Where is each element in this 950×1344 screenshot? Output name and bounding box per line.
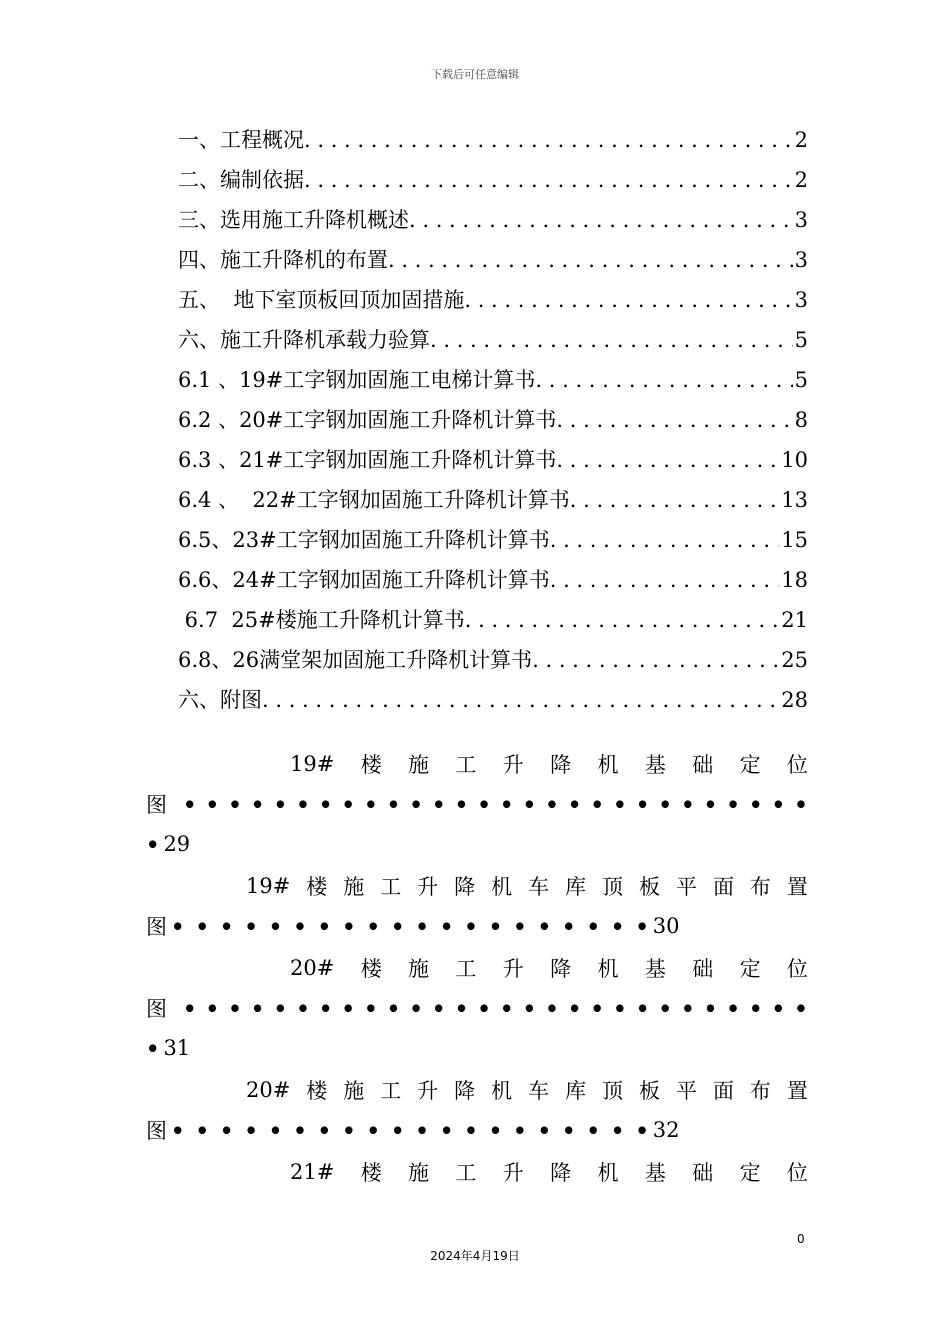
toc-label: 6.8、26满堂架加固施工升降机计算书 <box>178 648 533 672</box>
fig-char: 降 <box>454 1079 476 1103</box>
fig-char: 20# <box>290 956 335 980</box>
fig-char: 升 <box>502 1161 524 1185</box>
fig-char: 升 <box>417 875 439 899</box>
toc-page: 13 <box>781 488 808 512</box>
figure-page: 30 <box>652 914 680 938</box>
figure-entry-19-foundation[interactable] <box>146 744 808 864</box>
figure-title-line <box>146 948 808 988</box>
dot-leader <box>304 168 793 192</box>
page-number: 0 <box>797 1232 805 1246</box>
fig-char: 位 <box>786 1161 808 1185</box>
fig-char: 降 <box>550 1161 572 1185</box>
fig-char: 础 <box>692 957 714 981</box>
toc-page: 21 <box>781 608 808 632</box>
toc-entry[interactable] <box>178 684 808 724</box>
fig-char: 位 <box>786 957 808 981</box>
figure-leader-line <box>146 784 808 824</box>
toc-page: 15 <box>781 528 808 552</box>
dot-leader <box>430 328 793 352</box>
figure-leader-line <box>146 1110 808 1150</box>
fig-char: 降 <box>454 875 476 899</box>
figure-page: 31 <box>163 1036 191 1060</box>
figure-page: 32 <box>652 1118 680 1142</box>
fig-char: 车 <box>528 875 550 899</box>
toc-entry[interactable] <box>178 524 808 564</box>
toc-page: 2 <box>794 168 808 192</box>
toc-label: 六、施工升降机承载力验算 <box>178 328 430 352</box>
fig-char: 施 <box>408 957 430 981</box>
fig-char: 21# <box>290 1160 335 1184</box>
fig-char: 19# <box>246 874 291 898</box>
dot-leader: • • • • • • • • • • • • • • • • • • • • <box>171 1117 649 1143</box>
toc-label: 四、施工升降机的布置 <box>178 248 388 272</box>
fig-char: 升 <box>502 957 524 981</box>
fig-char: 图 <box>146 793 167 817</box>
dot-leader: • • • • • • • • • • • • • • • • • • • • <box>171 913 649 939</box>
fig-char: 机 <box>597 753 619 777</box>
fig-char: 楼 <box>360 1161 382 1185</box>
toc-entry[interactable] <box>178 324 808 364</box>
toc-page: 28 <box>781 688 808 712</box>
figure-entry-20-foundation[interactable] <box>146 948 808 1068</box>
dot-leader <box>409 208 793 232</box>
toc-entry[interactable] <box>178 364 808 404</box>
fig-char: 机 <box>597 957 619 981</box>
dot-leader <box>262 688 779 712</box>
dot-leader: • • • • • • • • • • • • • • • • • • • • • • • • • • • • <box>183 995 808 1021</box>
fig-char: 楼 <box>306 1079 328 1103</box>
fig-char: 工 <box>380 1079 402 1103</box>
fig-char: 楼 <box>360 957 382 981</box>
fig-char: 降 <box>550 753 572 777</box>
fig-char: 定 <box>739 1161 761 1185</box>
fig-char: 库 <box>565 1079 587 1103</box>
figure-title-line <box>146 1152 808 1192</box>
toc-label: 五、 地下室顶板回顶加固措施 <box>178 288 465 312</box>
dot-leader <box>570 488 780 512</box>
toc-entry[interactable] <box>178 564 808 604</box>
dot-leader <box>556 408 792 432</box>
toc-label: 一、工程概况 <box>178 128 304 152</box>
figure-leader-line <box>146 906 808 946</box>
fig-char: 定 <box>739 753 761 777</box>
fig-char: 板 <box>639 1079 661 1103</box>
toc-page: 5 <box>794 368 808 392</box>
toc-page: 3 <box>794 208 808 232</box>
figure-page-line: • 29 <box>146 831 191 857</box>
toc-label: 二、编制依据 <box>178 168 304 192</box>
fig-char: 施 <box>408 1161 430 1185</box>
toc-page: 5 <box>794 328 808 352</box>
fig-char: 基 <box>644 1161 666 1185</box>
fig-char: 车 <box>528 1079 550 1103</box>
toc-page: 10 <box>781 448 808 472</box>
fig-char: 面 <box>712 1079 734 1103</box>
dot-leader <box>532 648 779 672</box>
fig-char: 顶 <box>602 875 624 899</box>
fig-char: 础 <box>692 1161 714 1185</box>
toc-label: 6.2 、20#工字钢加固施工升降机计算书 <box>178 408 557 432</box>
fig-char: 库 <box>565 875 587 899</box>
fig-char: 施 <box>343 875 365 899</box>
toc-label: 六、附图 <box>178 688 262 712</box>
fig-char: 施 <box>408 753 430 777</box>
dot-leader <box>550 568 780 592</box>
fig-char: 升 <box>502 753 524 777</box>
fig-char: 降 <box>550 957 572 981</box>
fig-char: 工 <box>455 753 477 777</box>
toc-entry[interactable] <box>178 404 808 444</box>
figure-entry-20-garage-plan[interactable] <box>146 1070 808 1150</box>
fig-char: 20# <box>246 1078 291 1102</box>
fig-char: 机 <box>597 1161 619 1185</box>
figure-title-line <box>146 1070 808 1110</box>
toc-entry[interactable] <box>178 644 808 684</box>
fig-char: 础 <box>692 753 714 777</box>
toc-label: 6.1 、19#工字钢加固施工电梯计算书 <box>178 368 536 392</box>
toc-label: 6.3 、21#工字钢加固施工升降机计算书 <box>178 448 557 472</box>
fig-char: 图 <box>146 997 167 1021</box>
fig-char: 基 <box>644 957 666 981</box>
fig-char: 施 <box>343 1079 365 1103</box>
toc-page: 3 <box>794 248 808 272</box>
toc-page: 3 <box>794 288 808 312</box>
toc-label: 6.5、23#工字钢加固施工升降机计算书 <box>178 528 550 552</box>
fig-char: 置 <box>786 1079 808 1103</box>
toc-label: 6.6、24#工字钢加固施工升降机计算书 <box>178 568 550 592</box>
table-of-contents <box>178 124 808 724</box>
toc-entry[interactable] <box>178 484 808 524</box>
toc-label: 三、选用施工升降机概述 <box>178 208 409 232</box>
toc-entry[interactable] <box>178 604 808 644</box>
dot-leader <box>535 368 792 392</box>
toc-page: 25 <box>781 648 808 672</box>
dot-leader <box>556 448 779 472</box>
fig-char: 板 <box>639 875 661 899</box>
figure-entry-21-foundation[interactable] <box>146 1152 808 1192</box>
fig-char: 楼 <box>360 753 382 777</box>
page-header: 下载后可任意编辑 <box>431 68 519 81</box>
figure-title-line <box>146 744 808 784</box>
toc-entry[interactable] <box>178 204 808 244</box>
toc-entry[interactable] <box>178 444 808 484</box>
fig-char: 基 <box>644 753 666 777</box>
fig-char: 机 <box>491 875 513 899</box>
dot-leader: • • • • • • • • • • • • • • • • • • • • • • • • • • • • <box>183 791 808 817</box>
toc-label: 6.4 、 22#工字钢加固施工升降机计算书 <box>178 488 570 512</box>
toc-entry[interactable] <box>178 164 808 204</box>
fig-char: 平 <box>675 875 697 899</box>
dot-leader <box>465 608 780 632</box>
fig-char: 平 <box>675 1079 697 1103</box>
fig-char: 置 <box>786 875 808 899</box>
dot-leader <box>304 128 793 152</box>
figure-leader-line <box>146 988 808 1028</box>
fig-char: 图 <box>146 1119 167 1143</box>
toc-page: 8 <box>794 408 808 432</box>
dot-leader <box>464 288 792 312</box>
figure-entry-19-garage-plan[interactable] <box>146 866 808 946</box>
fig-char: 顶 <box>602 1079 624 1103</box>
fig-char: 工 <box>455 957 477 981</box>
toc-entry[interactable] <box>178 244 808 284</box>
fig-char: 面 <box>712 875 734 899</box>
figure-page: 29 <box>163 832 191 856</box>
figure-title-line <box>146 866 808 906</box>
fig-char: 工 <box>380 875 402 899</box>
dot-leader <box>550 528 780 552</box>
fig-char: 升 <box>417 1079 439 1103</box>
fig-char: 19# <box>290 752 335 776</box>
fig-char: 定 <box>739 957 761 981</box>
page-footer-date: 2024年4月19日 <box>430 1249 520 1263</box>
toc-page: 2 <box>794 128 808 152</box>
fig-char: 布 <box>749 1079 771 1103</box>
fig-char: 楼 <box>306 875 328 899</box>
fig-char: 位 <box>786 753 808 777</box>
fig-char: 工 <box>455 1161 477 1185</box>
toc-entry[interactable] <box>178 284 808 324</box>
figure-page-line: • 31 <box>146 1035 191 1061</box>
toc-entry[interactable] <box>178 124 808 164</box>
fig-char: 图 <box>146 915 167 939</box>
fig-char: 机 <box>491 1079 513 1103</box>
toc-label: 6.7 25#楼施工升降机计算书 <box>178 608 465 632</box>
dot-leader <box>388 248 793 272</box>
fig-char: 布 <box>749 875 771 899</box>
toc-page: 18 <box>781 568 808 592</box>
